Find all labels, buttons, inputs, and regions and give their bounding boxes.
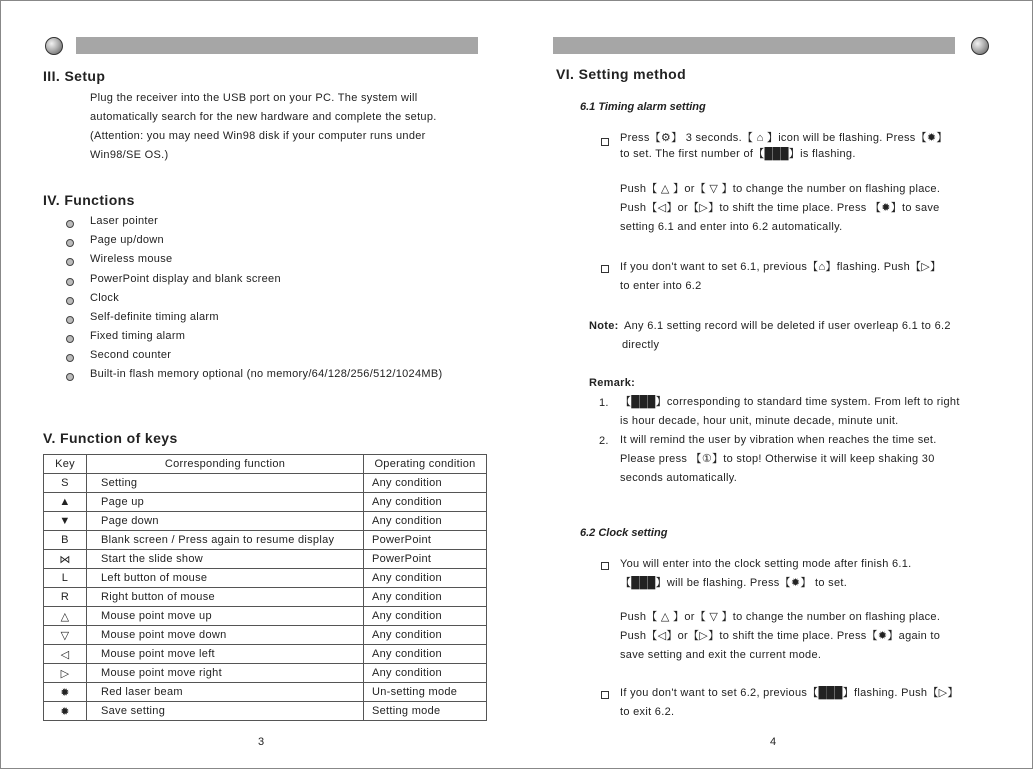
key-cell: ▲ (44, 493, 87, 512)
text-line: Push【 △ 】or【 ▽ 】to change the number on flashing place. (620, 611, 941, 623)
remark-2 (620, 431, 937, 488)
decorative-circle-icon (45, 37, 63, 55)
s62-para-1 (620, 555, 912, 593)
text-line: seconds automatically. (620, 472, 738, 484)
checkbox-icon (601, 691, 609, 699)
keys-title: V. Function of keys (43, 430, 178, 446)
table-row (44, 626, 487, 645)
condition-cell: Any condition (364, 569, 487, 588)
function-cell: Page down (87, 512, 364, 531)
header-bar (76, 37, 478, 54)
function-item: Clock (90, 292, 120, 304)
setup-line: automatically search for the new hardware and complete the setup. (90, 111, 437, 123)
condition-cell: Any condition (364, 645, 487, 664)
function-item: Self-definite timing alarm (90, 311, 219, 323)
function-cell: Red laser beam (87, 683, 364, 702)
table-header-row (44, 455, 487, 474)
function-cell: Mouse point move left (87, 645, 364, 664)
table-row (44, 683, 487, 702)
function-item: Page up/down (90, 234, 164, 246)
condition-cell: Any condition (364, 474, 487, 493)
key-cell: ⋈ (44, 550, 87, 569)
function-cell: Right button of mouse (87, 588, 364, 607)
bullet-icon (66, 220, 74, 228)
text-line: is hour decade, hour unit, minute decade, minute unit. (620, 415, 899, 427)
function-item: Second counter (90, 349, 172, 361)
text-line: If you don't want to set 6.1, previous【⌂】flashing. Push【▷】 (620, 261, 942, 273)
text-line: Push【◁】or【▷】to shift the time place. Press 【✹】to save (620, 202, 940, 214)
setup-line: Plug the receiver into the USB port on your PC. The system will (90, 92, 418, 104)
function-cell: Save setting (87, 702, 364, 721)
key-cell: ▽ (44, 626, 87, 645)
function-cell: Mouse point move down (87, 626, 364, 645)
s62-para-3 (620, 684, 959, 722)
text-line: Press【⚙】 3 seconds.【 ⌂ 】icon will be flashing. Press【✹】 (620, 132, 948, 144)
condition-cell: Any condition (364, 664, 487, 683)
remark-label: Remark: (589, 377, 636, 389)
s61-para-1 (620, 130, 948, 162)
setting-method-title: VI. Setting method (556, 66, 687, 82)
s61-para-3 (620, 258, 941, 296)
text-line: setting 6.1 and enter into 6.2 automatically. (620, 221, 843, 233)
key-cell: R (44, 588, 87, 607)
function-cell: Start the slide show (87, 550, 364, 569)
condition-cell: Un-setting mode (364, 683, 487, 702)
table-row (44, 531, 487, 550)
remark-1 (620, 393, 960, 431)
remark-number: 1. (599, 397, 609, 409)
table-row (44, 569, 487, 588)
function-cell: Mouse point move right (87, 664, 364, 683)
setup-text (90, 89, 437, 165)
functions-title: IV. Functions (43, 192, 135, 208)
checkbox-icon (601, 138, 609, 146)
text-line: to exit 6.2. (620, 706, 675, 718)
function-cell: Blank screen / Press again to resume display (87, 531, 364, 550)
header-function: Corresponding function (87, 455, 364, 474)
condition-cell: PowerPoint (364, 531, 487, 550)
bullet-icon (66, 258, 74, 266)
function-cell: Mouse point move up (87, 607, 364, 626)
table-row (44, 607, 487, 626)
bullet-icon (66, 316, 74, 324)
text-line: Push【◁】or【▷】to shift the time place. Press【✹】again to (620, 630, 941, 642)
setup-line: (Attention: you may need Win98 disk if your computer runs under (90, 130, 426, 142)
text-line: You will enter into the clock setting mode after finish 6.1. (620, 558, 912, 570)
table-row (44, 550, 487, 569)
s62-para-2 (620, 608, 940, 665)
key-cell: B (44, 531, 87, 550)
bullet-icon (66, 297, 74, 305)
text-line: to enter into 6.2 (620, 280, 702, 292)
key-cell: ◁ (44, 645, 87, 664)
table-row (44, 493, 487, 512)
checkbox-icon (601, 562, 609, 570)
table-row (44, 702, 487, 721)
section-6-2-title: 6.2 Clock setting (580, 527, 668, 539)
condition-cell: PowerPoint (364, 550, 487, 569)
header-condition: Operating condition (364, 455, 487, 474)
text-line: 【███】will be flashing. Press【✹】 to set. (620, 577, 848, 589)
decorative-circle-icon (971, 37, 989, 55)
bullet-icon (66, 278, 74, 286)
function-item: Wireless mouse (90, 253, 173, 265)
section-6-1-title: 6.1 Timing alarm setting (580, 101, 706, 113)
page-number-left: 3 (258, 736, 265, 748)
condition-cell: Any condition (364, 512, 487, 531)
table-row (44, 664, 487, 683)
page-number-right: 4 (770, 736, 777, 748)
s61-para-2 (620, 180, 940, 237)
keys-table (43, 454, 487, 721)
checkbox-icon (601, 265, 609, 273)
bullet-icon (66, 239, 74, 247)
note-line: directly (622, 339, 660, 351)
key-cell: △ (44, 607, 87, 626)
bullet-icon (66, 354, 74, 362)
header-key: Key (44, 455, 87, 474)
table-row (44, 645, 487, 664)
function-cell: Setting (87, 474, 364, 493)
function-item: Fixed timing alarm (90, 330, 186, 342)
function-item: PowerPoint display and blank screen (90, 273, 281, 285)
condition-cell: Any condition (364, 588, 487, 607)
header-bar (553, 37, 955, 54)
table-row (44, 512, 487, 531)
key-cell: L (44, 569, 87, 588)
text-line: It will remind the user by vibration when reaches the time set. (620, 434, 937, 446)
bullet-icon (66, 373, 74, 381)
condition-cell: Any condition (364, 493, 487, 512)
text-line: If you don't want to set 6.2, previous【███】flashing. Push【▷】 (620, 687, 959, 699)
setup-title: III. Setup (43, 68, 106, 84)
key-cell: ▷ (44, 664, 87, 683)
setup-line: Win98/SE OS.) (90, 149, 169, 161)
table-row (44, 474, 487, 493)
text-line: to set. The first number of【███】is flashing. (620, 148, 856, 160)
condition-cell: Any condition (364, 607, 487, 626)
note-line: Any 6.1 setting record will be deleted if user overleap 6.1 to 6.2 (624, 320, 951, 332)
text-line: 【███】corresponding to standard time system. From left to right (620, 396, 960, 408)
condition-cell: Setting mode (364, 702, 487, 721)
text-line: Please press 【①】to stop! Otherwise it will keep shaking 30 (620, 453, 935, 465)
condition-cell: Any condition (364, 626, 487, 645)
key-cell: S (44, 474, 87, 493)
key-cell: ▼ (44, 512, 87, 531)
function-item: Laser pointer (90, 215, 159, 227)
note-label: Note: (589, 320, 619, 332)
text-line: save setting and exit the current mode. (620, 649, 822, 661)
function-cell: Left button of mouse (87, 569, 364, 588)
key-cell: ✹ (44, 702, 87, 721)
function-item: Built-in flash memory optional (no memory/64/128/256/512/1024MB) (90, 368, 443, 380)
text-line: Push【 △ 】or【 ▽ 】to change the number on flashing place. (620, 183, 941, 195)
function-cell: Page up (87, 493, 364, 512)
bullet-icon (66, 335, 74, 343)
key-cell: ✹ (44, 683, 87, 702)
remark-number: 2. (599, 435, 609, 447)
table-row (44, 588, 487, 607)
